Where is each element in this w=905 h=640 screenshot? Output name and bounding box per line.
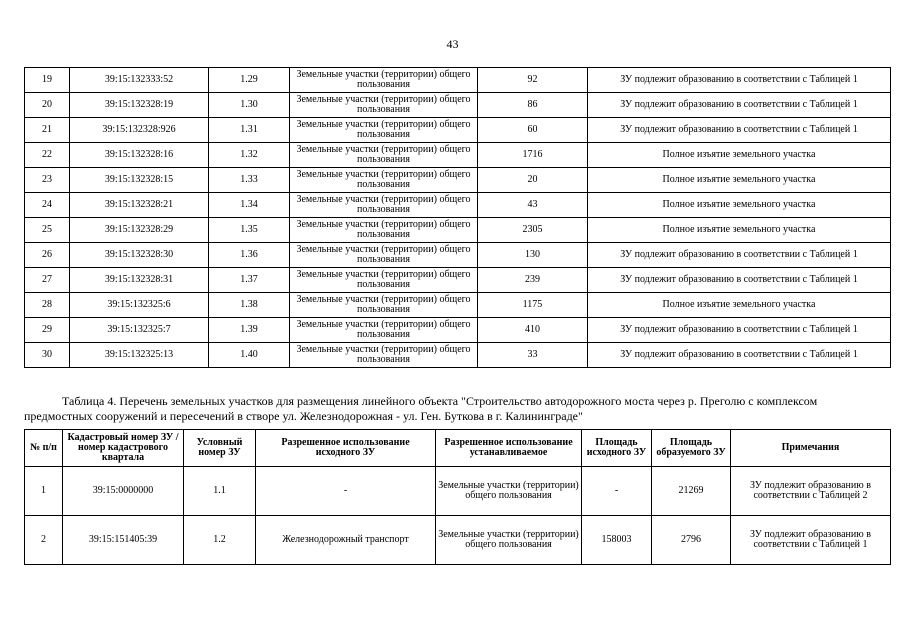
table-cell: 1.30	[209, 93, 290, 118]
table-cell: 33	[478, 343, 588, 368]
table-row	[25, 268, 891, 293]
table-cell: 24	[25, 193, 70, 218]
table-cell: 1.38	[209, 293, 290, 318]
table-4-caption	[24, 394, 890, 424]
table-cell: 29	[25, 318, 70, 343]
table-cell: 39:15:132325:13	[70, 343, 209, 368]
table-row	[25, 118, 891, 143]
table-cell: Полное изъятие земельного участка	[588, 193, 891, 218]
table-cell: 39:15:132328:15	[70, 168, 209, 193]
table-cell: Земельные участки (территории) общего пользования	[290, 68, 478, 93]
table-cell: Полное изъятие земельного участка	[588, 293, 891, 318]
table-header-row	[25, 430, 891, 467]
table-cell: ЗУ подлежит образованию в соответствии с Таблицей 2	[731, 467, 891, 516]
table-cell: 239	[478, 268, 588, 293]
header-cell: Примечания	[731, 430, 891, 467]
table-cell: 1.29	[209, 68, 290, 93]
header-cell: Разрешенное использование исходного ЗУ	[256, 430, 436, 467]
table-cell: 27	[25, 268, 70, 293]
land-plots-table-continued	[24, 67, 891, 368]
table-cell: 158003	[582, 516, 652, 565]
table-cell: 21269	[652, 467, 731, 516]
table-cell: 1716	[478, 143, 588, 168]
table-row	[25, 93, 891, 118]
caption-line: Таблица 4. Перечень земельных участков для размещения линейного объекта "Строительство автодорожного моста через р. Преголю с комплексом	[62, 394, 818, 408]
table-cell: ЗУ подлежит образованию в соответствии с Таблицей 1	[588, 118, 891, 143]
header-cell: Условный номер ЗУ	[184, 430, 256, 467]
table-cell: Земельные участки (территории) общего пользования	[290, 118, 478, 143]
table-row	[25, 143, 891, 168]
table-cell: 1.40	[209, 343, 290, 368]
table-cell: 2	[25, 516, 63, 565]
table-row	[25, 343, 891, 368]
table-body	[25, 467, 891, 565]
table-cell: 1.36	[209, 243, 290, 268]
table-cell: 39:15:132328:19	[70, 93, 209, 118]
table-cell: 39:15:151405:39	[63, 516, 184, 565]
table-row	[25, 516, 891, 565]
table-cell: 39:15:132333:52	[70, 68, 209, 93]
header-cell: Кадастровый номер ЗУ /номер кадастрового квартала	[63, 430, 184, 467]
table-cell: Земельные участки (территории) общего пользования	[290, 268, 478, 293]
table-cell: Земельные участки (территории) общего пользования	[290, 143, 478, 168]
table-cell: 92	[478, 68, 588, 93]
table-cell: Полное изъятие земельного участка	[588, 218, 891, 243]
table-cell: 2305	[478, 218, 588, 243]
table-cell: 1.31	[209, 118, 290, 143]
table-cell: 30	[25, 343, 70, 368]
table-cell: Земельные участки (территории) общего пользования	[290, 168, 478, 193]
table-cell: 60	[478, 118, 588, 143]
table-cell: 20	[25, 93, 70, 118]
table-cell: Земельные участки (территории) общего пользования	[436, 516, 582, 565]
table-cell: 39:15:132328:29	[70, 218, 209, 243]
table-cell: 130	[478, 243, 588, 268]
table-cell: ЗУ подлежит образованию в соответствии с Таблицей 1	[588, 243, 891, 268]
table-cell: -	[256, 467, 436, 516]
table-cell: 86	[478, 93, 588, 118]
table-cell: Земельные участки (территории) общего пользования	[290, 293, 478, 318]
table-cell: 1.32	[209, 143, 290, 168]
table-cell: ЗУ подлежит образованию в соответствии с Таблицей 1	[588, 68, 891, 93]
caption-line: предмостных сооружений и пересечений в створе ул. Железнодорожная - ул. Ген. Буткова в г. Калининграде"	[24, 409, 583, 423]
table-cell: 26	[25, 243, 70, 268]
table-cell: 1.35	[209, 218, 290, 243]
table-body	[25, 68, 891, 368]
table-cell: 1.2	[184, 516, 256, 565]
table-4	[24, 429, 891, 565]
table-row	[25, 68, 891, 93]
table-cell: ЗУ подлежит образованию в соответствии с Таблицей 1	[588, 318, 891, 343]
table-cell: -	[582, 467, 652, 516]
table-cell: 39:15:132328:30	[70, 243, 209, 268]
table-row	[25, 168, 891, 193]
table-row	[25, 243, 891, 268]
table-cell: 1175	[478, 293, 588, 318]
table-cell: Земельные участки (территории) общего пользования	[290, 193, 478, 218]
table-cell: 1.37	[209, 268, 290, 293]
table-cell: 1.39	[209, 318, 290, 343]
table-cell: ЗУ подлежит образованию в соответствии с Таблицей 1	[588, 268, 891, 293]
table-cell: Железнодорожный транспорт	[256, 516, 436, 565]
table-cell: Земельные участки (территории) общего пользования	[290, 93, 478, 118]
table-cell: Земельные участки (территории) общего пользования	[290, 218, 478, 243]
table-row	[25, 467, 891, 516]
table-cell: 1	[25, 467, 63, 516]
table-row	[25, 218, 891, 243]
page-number: 43	[446, 37, 459, 51]
table-cell: Полное изъятие земельного участка	[588, 143, 891, 168]
table-cell: 23	[25, 168, 70, 193]
header-cell: Площадь исходного ЗУ	[582, 430, 652, 467]
table-cell: Земельные участки (территории) общего пользования	[436, 467, 582, 516]
table-cell: 39:15:132325:7	[70, 318, 209, 343]
table-cell: Земельные участки (территории) общего пользования	[290, 318, 478, 343]
table-cell: 19	[25, 68, 70, 93]
table-cell: 21	[25, 118, 70, 143]
table-cell: 39:15:0000000	[63, 467, 184, 516]
table-cell: 1.34	[209, 193, 290, 218]
table-row	[25, 293, 891, 318]
table-cell: ЗУ подлежит образованию в соответствии с Таблицей 1	[731, 516, 891, 565]
table-cell: 25	[25, 218, 70, 243]
table-cell: 20	[478, 168, 588, 193]
table-cell: ЗУ подлежит образованию в соответствии с Таблицей 1	[588, 343, 891, 368]
header-cell: Разрешенное использование устанавливаемое	[436, 430, 582, 467]
table-cell: 410	[478, 318, 588, 343]
table-cell: ЗУ подлежит образованию в соответствии с Таблицей 1	[588, 93, 891, 118]
table-cell: 1.33	[209, 168, 290, 193]
table-cell: 22	[25, 143, 70, 168]
table-cell: 39:15:132328:21	[70, 193, 209, 218]
header-cell: Площадь образуемого ЗУ	[652, 430, 731, 467]
table-cell: 1.1	[184, 467, 256, 516]
table-cell: 39:15:132328:926	[70, 118, 209, 143]
table-cell: 39:15:132325:6	[70, 293, 209, 318]
table-row	[25, 318, 891, 343]
table-cell: Земельные участки (территории) общего пользования	[290, 343, 478, 368]
table-cell: 28	[25, 293, 70, 318]
table-cell: Полное изъятие земельного участка	[588, 168, 891, 193]
table-cell: Земельные участки (территории) общего пользования	[290, 243, 478, 268]
table-row	[25, 193, 891, 218]
table-cell: 2796	[652, 516, 731, 565]
table-cell: 39:15:132328:31	[70, 268, 209, 293]
table-cell: 43	[478, 193, 588, 218]
header-cell: № п/п	[25, 430, 63, 467]
table-cell: 39:15:132328:16	[70, 143, 209, 168]
